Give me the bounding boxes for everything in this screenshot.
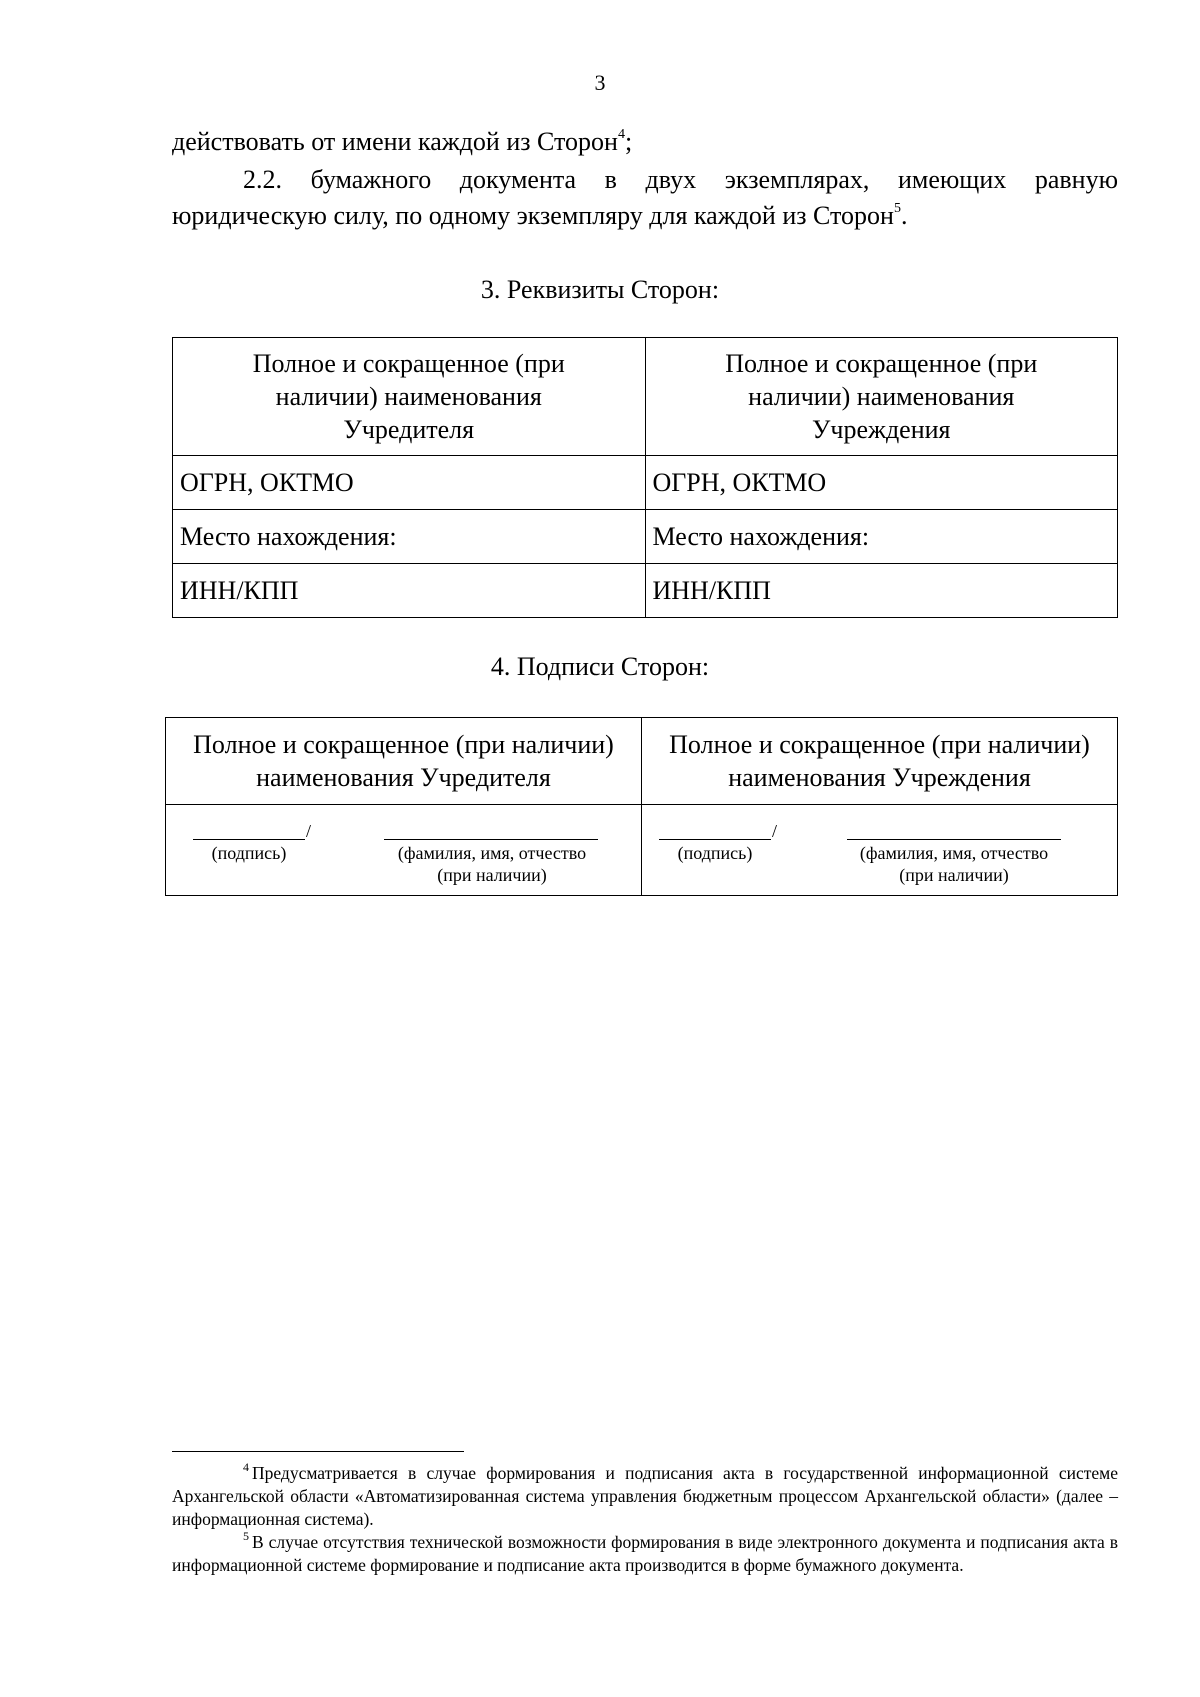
signature-slash-institution: / [772, 821, 778, 841]
name-line-founder[interactable] [384, 839, 598, 840]
requisites-cell-founder-ogrn[interactable]: ОГРН, ОКТМО [173, 456, 646, 510]
signature-caption-founder: (подпись) [211, 843, 287, 863]
requisites-table [172, 337, 1118, 618]
requisites-cell-founder-inn[interactable]: ИНН/КПП [173, 564, 646, 618]
footnote-5-number: 5 [243, 1529, 249, 1544]
requisites-header-founder [173, 338, 646, 456]
footnote-separator [172, 1451, 464, 1452]
requisites-header-row [173, 338, 1118, 456]
paragraph-continuation [172, 124, 1118, 160]
requisites-cell-institution-address[interactable]: Место нахождения: [645, 510, 1118, 564]
page-number: 3 [594, 70, 606, 95]
signature-cell-institution [642, 805, 1118, 896]
requisites-cell-founder-address[interactable]: Место нахождения: [173, 510, 646, 564]
requisites-cell-institution-inn[interactable]: ИНН/КПП [645, 564, 1118, 618]
name-caption-founder: (фамилия, имя, отчество (при наличии) [397, 843, 587, 885]
signatures-header-row [166, 718, 1118, 805]
name-caption-institution: (фамилия, имя, отчество (при наличии) [859, 843, 1049, 885]
signature-line-founder[interactable] [193, 839, 305, 840]
section-3-title: 3. Реквизиты Сторон: [480, 275, 720, 304]
requisites-header-institution-text: Полное и сокращенное (при наличии) наименования Учреждения [725, 349, 1038, 444]
footnote-5 [172, 1531, 1118, 1577]
signatures-header-founder: Полное и сокращенное (при наличии) наименования Учредителя [166, 718, 642, 805]
requisites-cell-institution-ogrn[interactable]: ОГРН, ОКТМО [645, 456, 1118, 510]
signatures-row [166, 805, 1118, 896]
paragraph-item-2-2-text: 2.2. бумажного документа в двух экземплярах, имеющих равную юридическую силу, по одному экземпляру для каждой из Сторон [172, 165, 1118, 230]
paragraph-item-2-2-end: . [900, 201, 908, 230]
footnote-ref-4[interactable]: 4 [617, 127, 625, 143]
signature-caption-institution: (подпись) [677, 843, 753, 863]
footnote-4-text: Предусматривается в случае формирования и подписания акта в государственной информационной системе Архангельской области «Автоматизированная система управления бюджетным процессом Архангельской области» (далее – информационная система). [172, 1463, 1118, 1529]
footnote-4 [172, 1462, 1118, 1531]
signatures-header-institution: Полное и сокращенное (при наличии) наименования Учреждения [642, 718, 1118, 805]
footnote-ref-5[interactable]: 5 [893, 201, 901, 217]
section-4-title: 4. Подписи Сторон: [490, 652, 710, 681]
footnote-5-text: В случае отсутствия технической возможности формирования в виде электронного документа и подписания акта в информационной системе формирование и подписание акта производится в форме бумажного документа. [172, 1532, 1118, 1575]
table-row [173, 510, 1118, 564]
signature-line-institution[interactable] [659, 839, 771, 840]
table-row [173, 456, 1118, 510]
footnote-4-number: 4 [243, 1460, 249, 1475]
signature-slash-founder: / [306, 821, 312, 841]
paragraph-continuation-end: ; [624, 127, 633, 156]
paragraph-item-2-2 [172, 162, 1118, 234]
requisites-header-institution [645, 338, 1118, 456]
table-row [173, 564, 1118, 618]
requisites-header-founder-text: Полное и сокращенное (при наличии) наименования Учредителя [252, 349, 565, 444]
signature-cell-founder [166, 805, 642, 896]
footnotes [172, 1462, 1118, 1577]
name-line-institution[interactable] [847, 839, 1061, 840]
signatures-table [165, 717, 1118, 896]
paragraph-continuation-text: действовать от имени каждой из Сторон [172, 127, 618, 156]
